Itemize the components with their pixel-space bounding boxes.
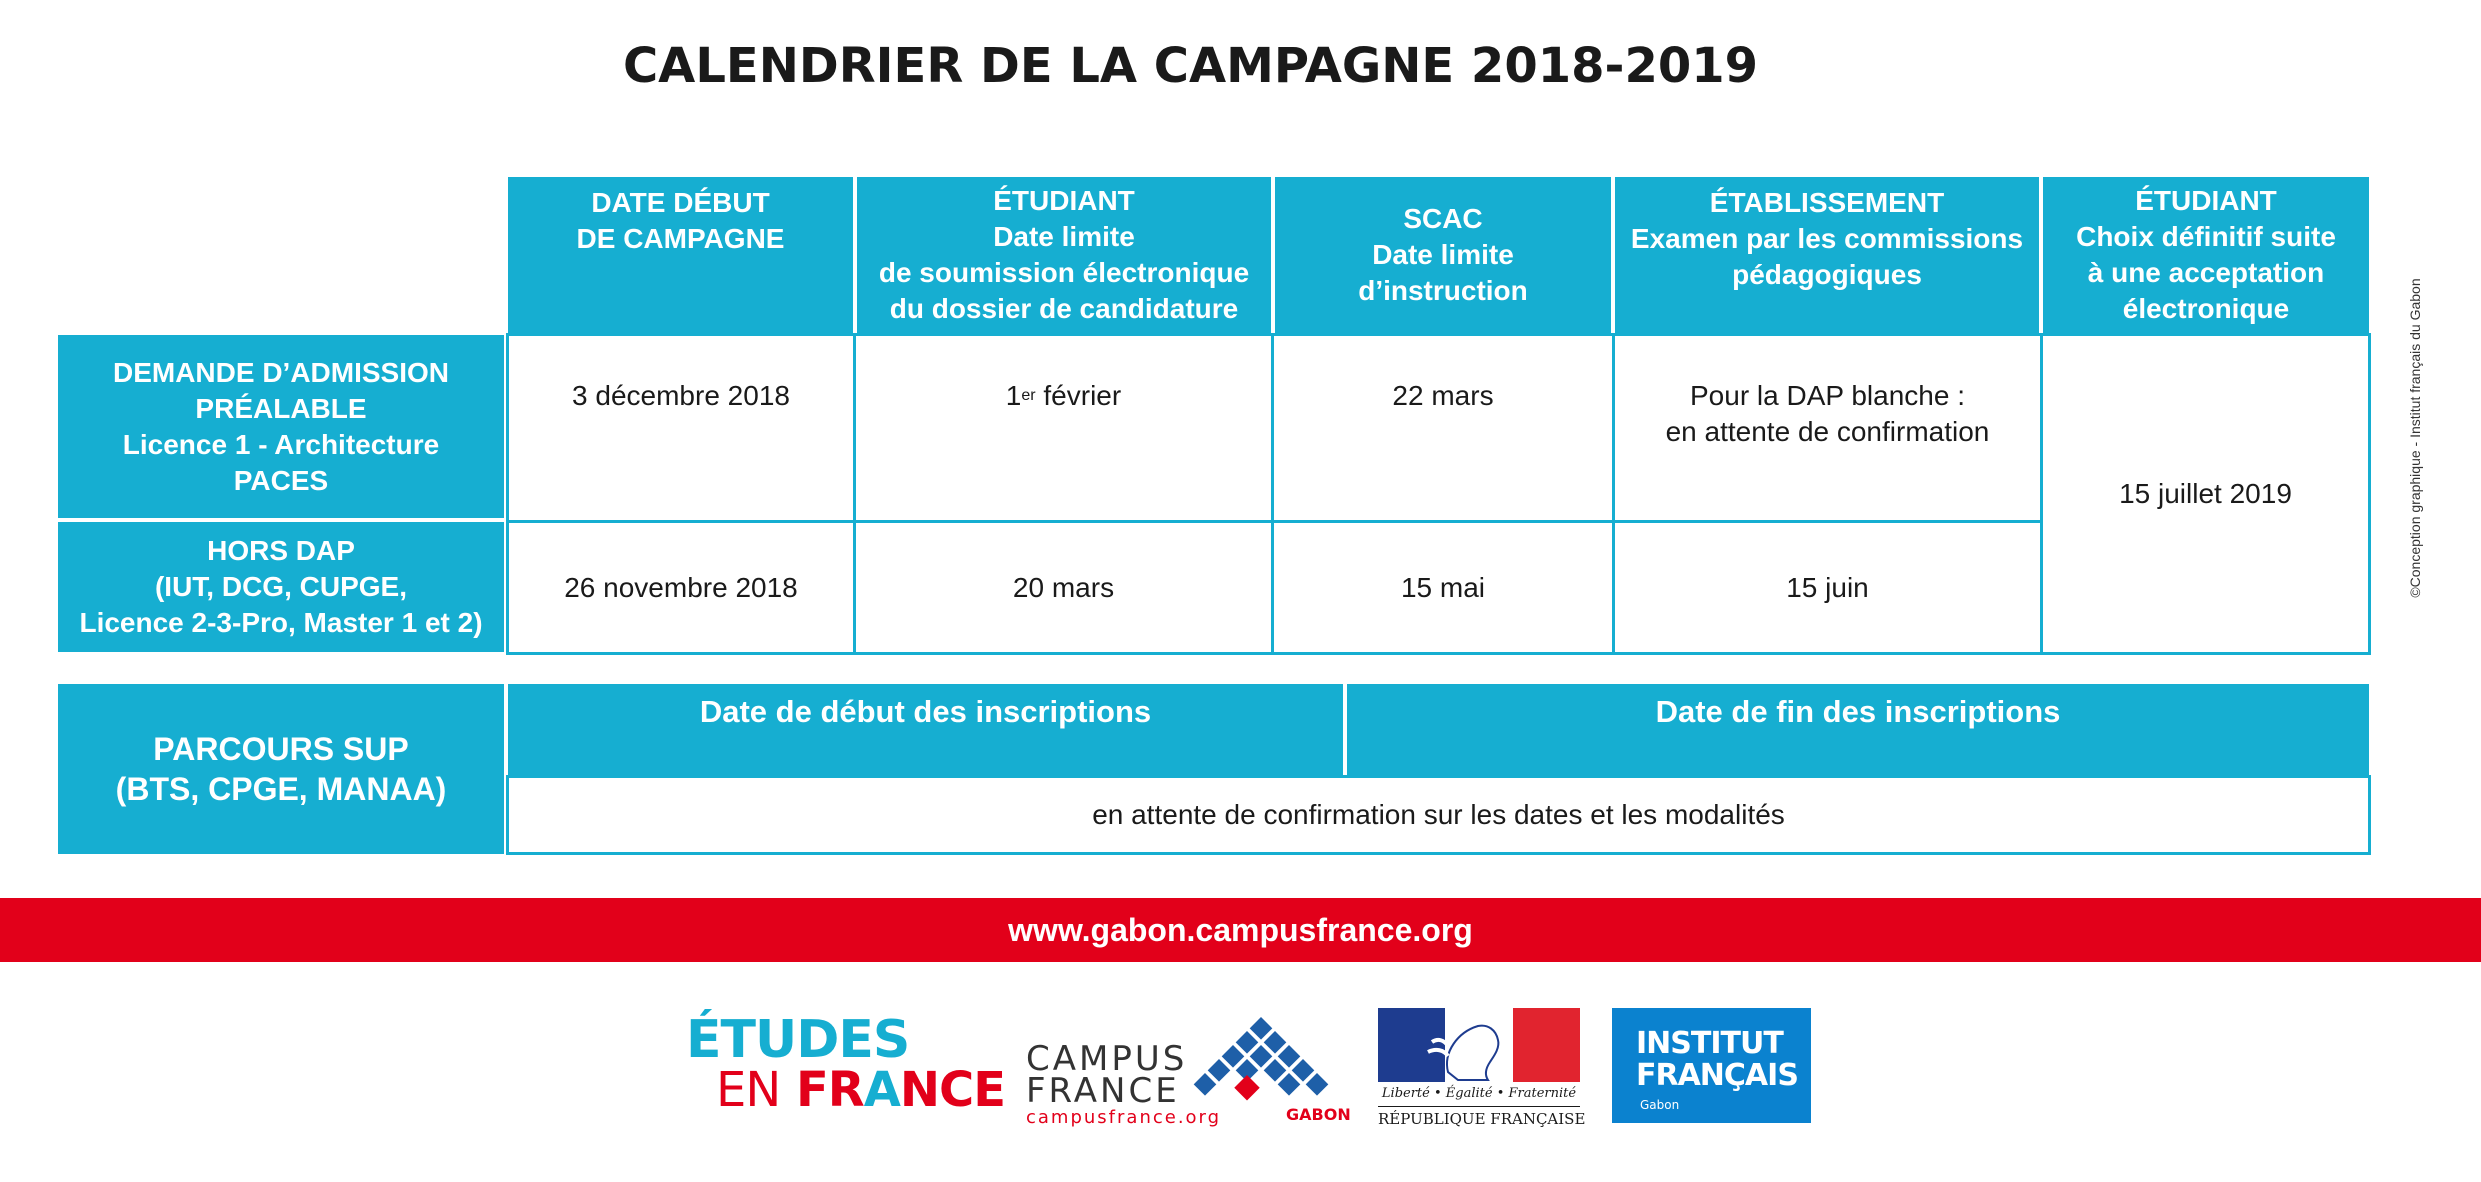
if-logo-line2: FRANÇAIS <box>1636 1058 1798 1093</box>
campus-logo-url: campusfrance.org <box>1026 1107 1222 1128</box>
dap-student-deadline <box>853 333 1274 523</box>
page-title-text: CALENDRIER DE LA CAMPAGNE 2018-2019 <box>622 38 1759 94</box>
credit-text-label: ©Conception graphique - Institut français du Gabon <box>2407 278 2423 598</box>
row-label-hors-dap: HORS DAP (IUT, DCG, CUPGE, Licence 2-3-Pro, Master 1 et 2) <box>58 522 504 652</box>
republique-francaise-logo <box>1378 1008 1586 1130</box>
if-logo-sub: Gabon <box>1640 1098 1680 1112</box>
campus-logo-line2: FRANCE <box>1026 1071 1180 1111</box>
rf-motto: Liberté • Égalité • Fraternité <box>1381 1086 1577 1101</box>
campus-pyramid-icon <box>1186 1015 1336 1115</box>
etudes-logo-line1: ÉTUDES <box>686 1010 910 1070</box>
marianne-icon <box>1418 1012 1528 1082</box>
parcours-end-header: Date de fin des inscriptions <box>1347 684 2369 775</box>
parcours-sup-label: PARCOURS SUP (BTS, CPGE, MANAA) <box>58 684 504 854</box>
parcours-start-header: Date de début des inscriptions <box>508 684 1343 775</box>
etudes-logo-line2 <box>716 1062 1005 1118</box>
dap-scac-deadline: 22 mars <box>1271 333 1615 523</box>
dap-establishment-review: Pour la DAP blanche : en attente de confirmation <box>1612 333 2043 523</box>
institut-francais-logo <box>1612 1008 1811 1123</box>
campus-france-logo <box>1026 1015 1351 1128</box>
dap-student-deadline-month: février <box>1035 380 1122 411</box>
campus-logo-gabon: GABON <box>1286 1105 1351 1124</box>
rf-divider <box>1378 1106 1580 1107</box>
website-banner <box>0 898 2481 962</box>
header-establishment-review: ÉTABLISSEMENT Examen par les commissions pédagogiques <box>1615 177 2039 333</box>
credit-text <box>2395 260 2435 640</box>
parcours-note: en attente de confirmation sur les dates et les modalités <box>506 775 2371 855</box>
website-link[interactable]: www.gabon.campusfrance.org <box>1008 911 1473 948</box>
header-student-final-choice: ÉTUDIANT Choix définitif suite à une acceptation électronique <box>2043 177 2369 333</box>
row-label-dap: DEMANDE D’ADMISSION PRÉALABLE Licence 1 - Architecture PACES <box>58 335 504 518</box>
etudes-logo-a: A <box>863 1062 900 1118</box>
page-title <box>0 38 2481 94</box>
header-scac-deadline: SCAC Date limite d’instruction <box>1275 177 1611 333</box>
etudes-logo-fr: FR <box>795 1062 864 1118</box>
dap-student-deadline-day: 1 <box>1005 380 1022 411</box>
hors-dap-scac-deadline: 15 mai <box>1271 520 1615 655</box>
header-campaign-start: DATE DÉBUT DE CAMPAGNE <box>508 177 853 333</box>
final-choice-date: 15 juillet 2019 <box>2040 333 2371 655</box>
hors-dap-establishment-review: 15 juin <box>1612 520 2043 655</box>
header-student-deadline: ÉTUDIANT Date limite de soumission électronique du dossier de candidature <box>857 177 1271 333</box>
etudes-logo-nce: NCE <box>899 1062 1006 1118</box>
dap-student-deadline-sup: er <box>1021 387 1036 404</box>
dap-campaign-start: 3 décembre 2018 <box>506 333 856 523</box>
campus-logo-line1: CAMPUS <box>1026 1039 1188 1079</box>
etudes-en-france-logo <box>686 1010 1006 1120</box>
hors-dap-campaign-start: 26 novembre 2018 <box>506 520 856 655</box>
if-logo-line1: INSTITUT <box>1636 1026 1783 1061</box>
hors-dap-student-deadline: 20 mars <box>853 520 1274 655</box>
etudes-logo-en: EN <box>716 1062 781 1118</box>
rf-name: RÉPUBLIQUE FRANÇAISE <box>1378 1110 1586 1128</box>
